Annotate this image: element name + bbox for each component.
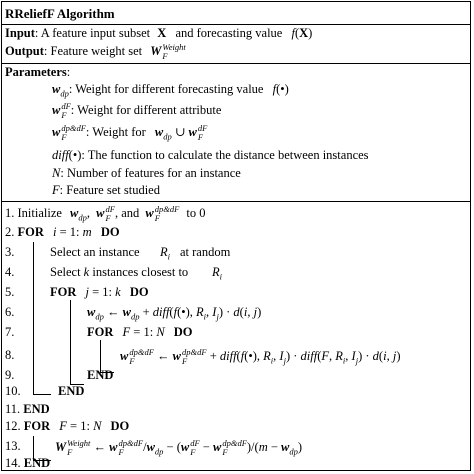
step-13: 13. W Weight F ← w dp&dF F $/w_{dp} - (w$ dF F − w dp&dF F )$/(m - w_{dp})$ (5, 438, 303, 457)
input-text: : A feature input subset (34, 26, 151, 40)
input-f-symbol: f (291, 26, 295, 40)
output-text: : Feature weight set (43, 43, 143, 58)
param-wdpdf-text: : Weight for (85, 124, 146, 139)
param-n (52, 166, 241, 181)
loop-bracket-f2 (33, 436, 34, 460)
step-7: 7. FOR F = 1: N DO (5, 325, 193, 339)
loop-bracket-i-foot (33, 394, 51, 395)
input-x-symbol: X (157, 26, 167, 40)
step-14: 14. END (5, 456, 51, 470)
input-text-b: and forecasting value (175, 26, 283, 40)
loop-bracket-j (70, 300, 71, 384)
output-line: Output: Feature weight set W Weight F (5, 42, 186, 61)
step-12: 12. FOR F = 1: N DO (5, 419, 130, 433)
loop-bracket-i (33, 242, 34, 394)
param-wdf: w dF F : Weight for different attribute (52, 101, 222, 120)
param-n-symbol: N (52, 166, 61, 180)
param-diff-text: : The function to calculate the distance between instances (81, 148, 369, 162)
step-4: 4. Select k instances closest to $R_i$ (5, 265, 223, 282)
input-line: Input: A feature input subset X and forecasting value f(X) (5, 26, 313, 40)
step-2: 2. FOR i = 1: m DO (5, 225, 120, 239)
param-wdpdf: w dp&dF F : Weight for $w_{dp}$ ∪ w dF F (52, 123, 208, 142)
param-n-text: : Number of features for an instance (60, 166, 241, 180)
param-f-symbol: F (52, 183, 60, 197)
param-f (52, 183, 160, 198)
parameters-divider (2, 201, 470, 202)
step-10: 10. END (5, 384, 85, 398)
step-6: 6. $w_{dp}$ ← $w_{dp}$ + diff(f(•), $R_i$, $I_j) \cdot d(i$, j) (5, 305, 262, 322)
param-wdp: $w_{dp}$: Weight for different forecasting value f(•) (52, 82, 289, 99)
param-f-text: : Feature set studied (59, 183, 160, 197)
input-label: Input (5, 26, 35, 40)
parameters-label: Parameters (5, 65, 67, 79)
output-label: Output (5, 43, 44, 58)
parameters-line: Parameters: (5, 65, 71, 79)
output-divider (2, 63, 470, 64)
step-3: 3. Select an instance $R_i$ at random (5, 245, 231, 262)
param-diff-symbol: diff (52, 148, 69, 162)
loop-bracket-f-foot (100, 372, 114, 373)
step-11: 11. END (5, 402, 50, 416)
step-5: 5. FOR j = 1: k DO (5, 285, 149, 299)
param-wdp-text: : Weight for different forecasting value (68, 82, 264, 96)
algorithm-title: RReliefF Algorithm (5, 6, 115, 21)
loop-bracket-f (100, 340, 101, 372)
step-1: 1. Initialize $w_{dp}$, w dF F , and w dp&dF F to 0 (5, 204, 206, 223)
loop-bracket-j-foot (70, 384, 84, 385)
output-w-symbol: W (150, 43, 162, 58)
algorithm-box (1, 1, 471, 471)
loop-bracket-f2-foot (33, 460, 51, 461)
param-diff: diff(•): The function to calculate the distance between instances (52, 148, 369, 162)
title-divider (2, 24, 470, 25)
step-8: 8. w dp&dF F ← w dp&dF F + diff(f(•), $R_i$, $I_j$) · diff(F, $R_i$, $I_j) \cdot d(i$, j) (5, 347, 401, 366)
param-wdf-text: : Weight for different attribute (70, 102, 222, 117)
step-9: 9. END (5, 368, 114, 382)
